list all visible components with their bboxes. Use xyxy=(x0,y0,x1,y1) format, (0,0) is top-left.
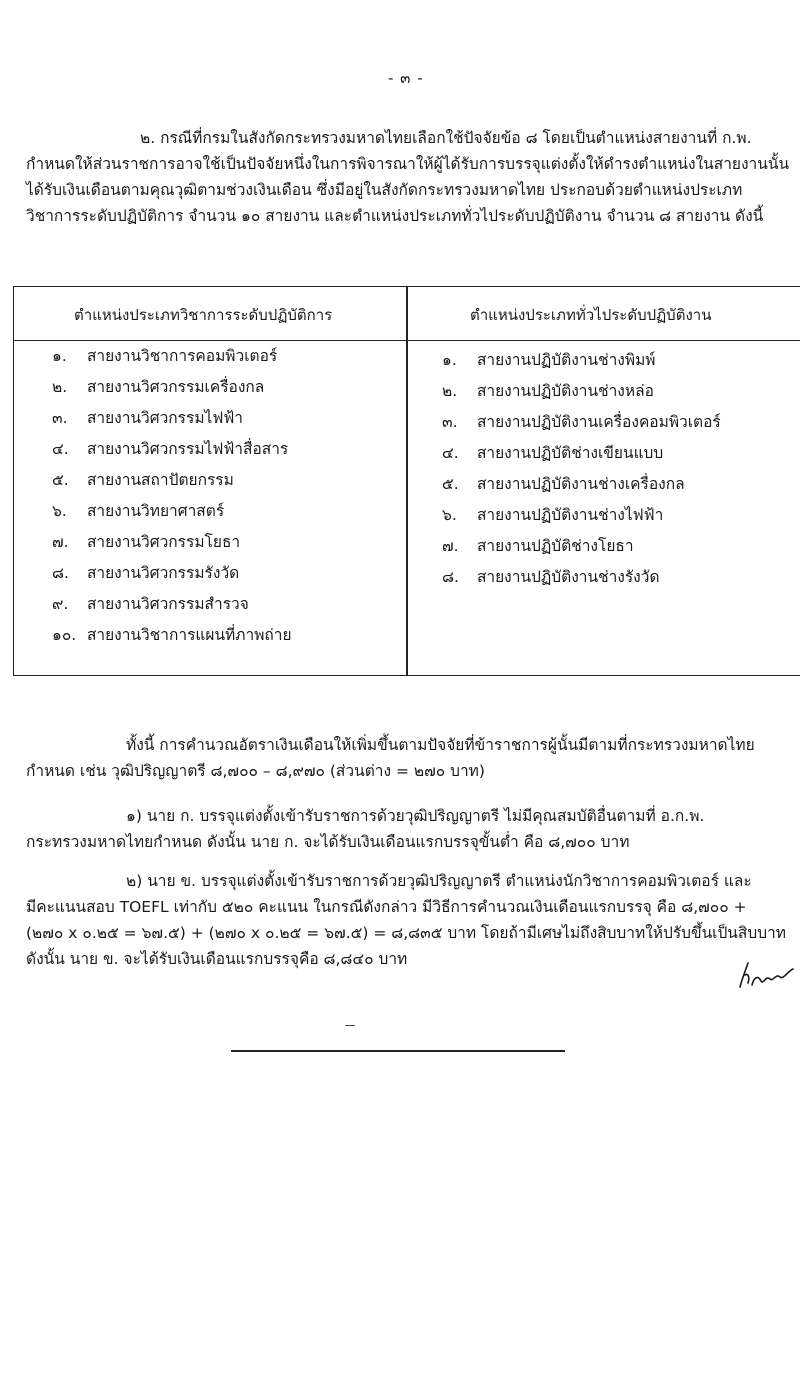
column-divider xyxy=(406,287,408,675)
stray-mark xyxy=(345,1025,355,1026)
list-item xyxy=(52,434,292,465)
list-item xyxy=(52,465,292,496)
example-line: มีคะแนนสอบ TOEFL เท่ากับ ๕๒๐ คะแนน ในกรณีดังกล่าว มีวิธีการคำนวณเงินเดือนแรกบรรจุ คือ ๘,๗๐๐ + xyxy=(26,898,747,916)
right-column-header: ตำแหน่งประเภททั่วไประดับปฏิบัติงาน xyxy=(470,306,712,324)
item-text: สายงานปฏิบัติงานช่างหล่อ xyxy=(476,382,654,400)
intro-line: ได้รับเงินเดือนตามคุณวุฒิตามช่วงเงินเดือน ซึ่งมีอยู่ในสังกัดกระทรวงมหาดไทย ประกอบด้วยตำแหน่งประเภท xyxy=(26,181,743,199)
list-item xyxy=(442,407,721,438)
item-number: ๗. xyxy=(442,537,459,555)
item-text: สายงานวิศวกรรมโยธา xyxy=(86,533,241,551)
item-text: สายงานปฏิบัติงานช่างรังวัด xyxy=(476,568,660,586)
example-line: ๒) นาย ข. บรรจุแต่งตั้งเข้ารับราชการด้วยวุฒิปริญญาตรี ตำแหน่งนักวิชาการคอมพิวเตอร์ และ xyxy=(126,872,752,890)
job-lines-table xyxy=(13,286,800,676)
list-item xyxy=(442,531,721,562)
list-item xyxy=(442,469,721,500)
item-number: ๘. xyxy=(52,564,69,582)
item-text: สายงานวิศวกรรมไฟฟ้าสื่อสาร xyxy=(86,440,289,458)
intro-line: กำหนดให้ส่วนราชการอาจใช้เป็นปัจจัยหนึ่งในการพิจารณาให้ผู้ได้รับการบรรจุแต่งตั้งให้ดำรงตำแหน่งในสายงานนั้น xyxy=(26,155,790,173)
list-item xyxy=(52,558,292,589)
list-item xyxy=(52,589,292,620)
general-job-lines-list xyxy=(442,345,721,593)
list-item xyxy=(442,345,721,376)
item-number: ๖. xyxy=(52,502,67,520)
item-text: สายงานปฏิบัติงานช่างพิมพ์ xyxy=(476,351,656,369)
item-number: ๘. xyxy=(442,568,459,586)
list-item xyxy=(52,372,292,403)
summary-line: กำหนด เช่น วุฒิปริญญาตรี ๘,๗๐๐ – ๘,๙๗๐ (ส่วนต่าง = ๒๗๐ บาท) xyxy=(26,762,485,780)
item-number: ๗. xyxy=(52,533,69,551)
item-number: ๑. xyxy=(442,351,457,369)
end-of-page-rule xyxy=(231,1050,565,1052)
list-item xyxy=(52,496,292,527)
page-number: - ๓ - xyxy=(388,69,424,87)
left-column-header: ตำแหน่งประเภทวิชาการระดับปฏิบัติการ xyxy=(74,306,333,324)
list-item xyxy=(52,527,292,558)
item-number: ๒. xyxy=(442,382,458,400)
item-number: ๔. xyxy=(442,444,459,462)
list-item xyxy=(52,403,292,434)
example-line: กระทรวงมหาดไทยกำหนด ดังนั้น นาย ก. จะได้รับเงินเดือนแรกบรรจุขั้นต่ำ คือ ๘,๗๐๐ บาท xyxy=(26,833,630,851)
item-number: ๖. xyxy=(442,506,457,524)
item-number: ๑๐. xyxy=(52,626,77,644)
item-number: ๕. xyxy=(442,475,459,493)
intro-line: วิชาการระดับปฏิบัติการ จำนวน ๑๐ สายงาน และตำแหน่งประเภททั่วไประดับปฏิบัติงาน จำนวน ๘ สายงาน ดังนี้ xyxy=(26,207,764,225)
list-item xyxy=(442,376,721,407)
item-text: สายงานวิศวกรรมสำรวจ xyxy=(86,595,249,613)
item-text: สายงานสถาปัตยกรรม xyxy=(86,471,234,489)
example-2-paragraph xyxy=(26,868,786,972)
example-1-paragraph xyxy=(26,803,704,855)
item-text: สายงานปฏิบัติช่างโยธา xyxy=(476,537,634,555)
item-text: สายงานวิทยาศาสตร์ xyxy=(86,502,225,520)
academic-job-lines-list xyxy=(52,341,292,651)
intro-line: ๒. กรณีที่กรมในสังกัดกระทรวงมหาดไทยเลือกใช้ปัจจัยข้อ ๘ โดยเป็นตำแหน่งสายงานที่ ก.พ. xyxy=(140,129,752,147)
item-text: สายงานปฏิบัติช่างเขียนแบบ xyxy=(476,444,664,462)
list-item xyxy=(52,620,292,651)
list-item xyxy=(442,562,721,593)
item-number: ๑. xyxy=(52,347,67,365)
item-text: สายงานปฏิบัติงานเครื่องคอมพิวเตอร์ xyxy=(476,413,721,431)
item-text: สายงานวิศวกรรมรังวัด xyxy=(86,564,240,582)
example-line: ๑) นาย ก. บรรจุแต่งตั้งเข้ารับราชการด้วยวุฒิปริญญาตรี ไม่มีคุณสมบัติอื่นตามที่ อ.ก.พ. xyxy=(126,807,705,825)
summary-paragraph xyxy=(26,732,755,784)
list-item xyxy=(442,438,721,469)
item-number: ๙. xyxy=(52,595,69,613)
intro-paragraph xyxy=(26,125,789,229)
list-item xyxy=(442,500,721,531)
item-text: สายงานปฏิบัติงานช่างเครื่องกล xyxy=(476,475,685,493)
item-text: สายงานปฏิบัติงานช่างไฟฟ้า xyxy=(476,506,664,524)
item-text: สายงานวิชาการแผนที่ภาพถ่าย xyxy=(86,626,292,644)
item-text: สายงานวิศวกรรมเครื่องกล xyxy=(86,378,265,396)
item-number: ๓. xyxy=(52,409,68,427)
item-number: ๔. xyxy=(52,440,69,458)
example-line: (๒๗๐ x ๐.๒๕ = ๖๗.๕) + (๒๗๐ x ๐.๒๕ = ๖๗.๕) = ๘,๘๓๕ บาท โดยถ้ามีเศษไม่ถึงสิบบาทให้ปรับขึ้นเป็นสิบบาท xyxy=(26,924,786,942)
item-number: ๒. xyxy=(52,378,68,396)
list-item xyxy=(52,341,292,372)
item-number: ๕. xyxy=(52,471,69,489)
example-line: ดังนั้น นาย ข. จะได้รับเงินเดือนแรกบรรจุคือ ๘,๘๔๐ บาท xyxy=(26,950,408,968)
item-text: สายงานวิศวกรรมไฟฟ้า xyxy=(86,409,243,427)
item-number: ๓. xyxy=(442,413,458,431)
item-text: สายงานวิชาการคอมพิวเตอร์ xyxy=(86,347,278,365)
initials-signature xyxy=(736,957,796,991)
summary-line: ทั้งนี้ การคำนวณอัตราเงินเดือนให้เพิ่มขึ้นตามปัจจัยที่ข้าราชการผู้นั้นมีตามที่กระทรวงมหาดไทย xyxy=(126,736,755,754)
